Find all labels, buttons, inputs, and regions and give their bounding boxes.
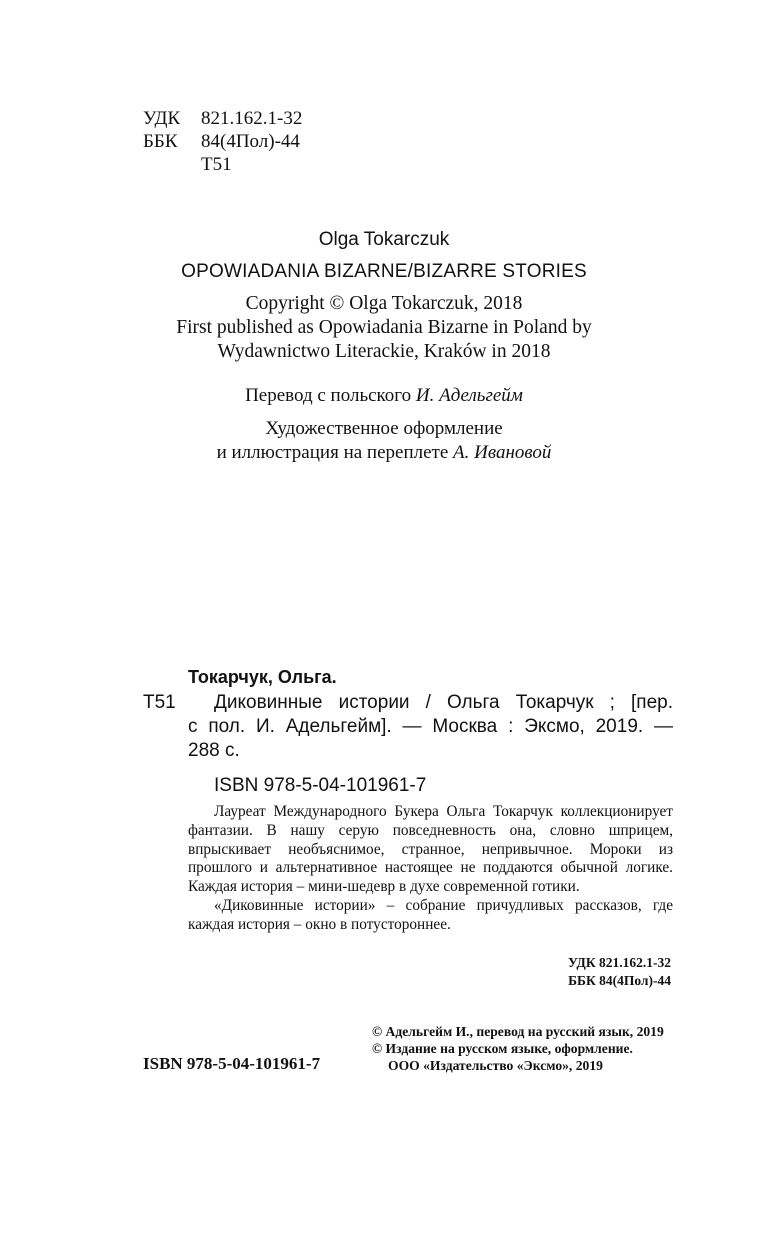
copyright-translation: © Адельгейм И., перевод на русский язык, 2019: [372, 1024, 664, 1039]
original-title: OPOWIADANIA BIZARNE/BIZARRE STORIES: [181, 261, 587, 282]
bib-mark: Т51: [143, 692, 176, 713]
bib-heading: Токарчук, Ольга.: [188, 667, 337, 687]
bbk-label: ББК: [143, 131, 178, 152]
udk-label: УДК: [143, 108, 181, 129]
copyright-publisher: ООО «Издательство «Эксмо», 2019: [388, 1058, 603, 1073]
bib-line-3: 288 с.: [188, 740, 240, 761]
first-published-line-1: First published as Opowiadania Bizarne in Poland by: [176, 317, 592, 338]
bib-line-2: с пол. И. Адельгейм]. — Москва : Эксмо, 2019. —: [188, 716, 673, 737]
footer-bbk: ББК 84(4Пол)-44: [568, 973, 671, 988]
bib-isbn: ISBN 978-5-04-101961-7: [214, 775, 427, 796]
annotation-paragraph-1: Лауреат Международного Букера Ольга Токарчук коллекционирует фантазии. В нашу серую повседневность она, словно шприцем, впрыскивает необъяснимое, странное, непривычное. Мороки из прошлого и альтернативное настоящее не поддаются обычной логике. Каждая история – мини-шедевр в духе современной готики.: [188, 803, 673, 896]
bbk-value: 84(4Пол)-44: [201, 131, 300, 152]
copyright-line: Copyright © Olga Tokarczuk, 2018: [245, 293, 523, 314]
bib-line-1: Диковинные истории / Ольга Токарчук ; [пер.: [214, 692, 673, 713]
annotation: [188, 803, 673, 935]
original-author: Olga Tokarczuk: [318, 229, 450, 250]
translation-prefix: Перевод с польского: [245, 385, 416, 406]
design-credit-line-1: Художественное оформление: [265, 418, 503, 439]
translator-name: И. Адельгейм: [415, 385, 523, 406]
author-mark: Т51: [201, 154, 232, 175]
designer-name: А. Ивановой: [453, 442, 552, 463]
copyright-edition: © Издание на русском языке, оформление.: [372, 1041, 633, 1056]
translation-credit: [0, 385, 768, 407]
design-credit-prefix: и иллюстрация на переплете: [216, 442, 454, 463]
isbn-bottom: ISBN 978-5-04-101961-7: [143, 1054, 321, 1073]
udk-value: 821.162.1-32: [201, 108, 303, 129]
design-credit-line-2: [0, 442, 768, 464]
annotation-paragraph-2: «Диковинные истории» – собрание причудливых рассказов, где каждая история – окно в потустороннее.: [188, 896, 673, 933]
footer-udk: УДК 821.162.1-32: [568, 955, 671, 970]
first-published-line-2: Wydawnictwo Literackie, Kraków in 2018: [217, 341, 551, 362]
